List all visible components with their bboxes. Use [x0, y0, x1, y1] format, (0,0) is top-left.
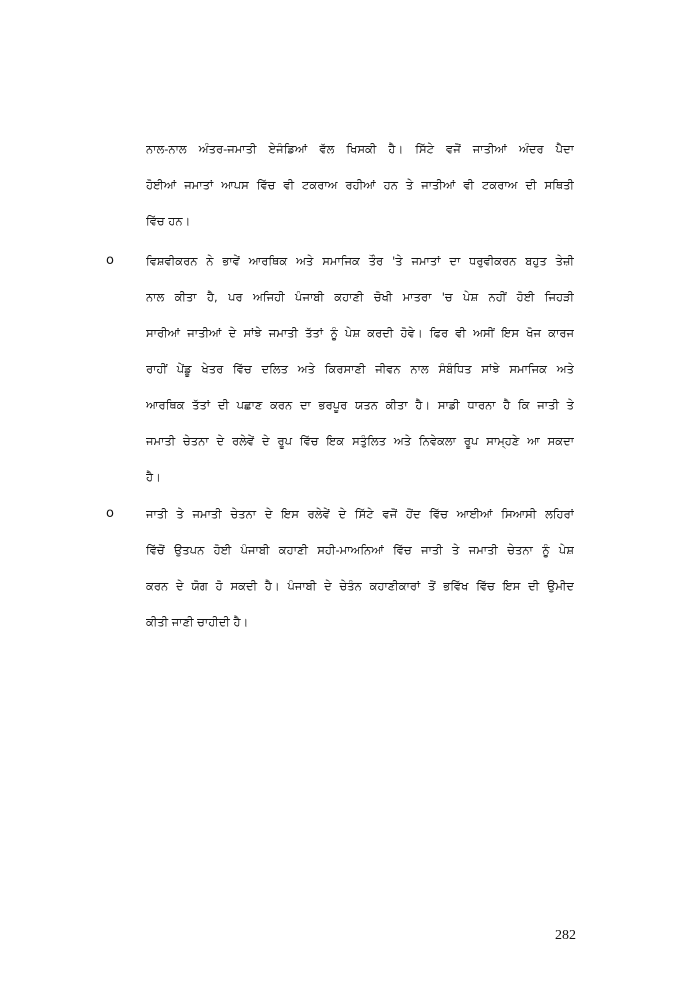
- text-line: ਸਾਰੀਆਂ ਜਾਤੀਆਂ ਦੇ ਸਾਂਝੇ ਜਮਾਤੀ ਤੱਤਾਂ ਨੂੰ ਪੇਸ਼ ਕਰਦੀ ਹੋਵੇ। ਫਿਰ ਵੀ ਅਸੀਂ ਇਸ ਖੋਜ ਕਾਰਜ: [146, 326, 574, 340]
- text-line: ਵਿਸ਼ਵੀਕਰਨ ਨੇ ਭਾਵੇਂ ਆਰਥਿਕ ਅਤੇ ਸਮਾਜਿਕ ਤੌਰ 'ਤੇ ਜਮਾਤਾਂ ਦਾ ਧਰੁਵੀਕਰਨ ਬਹੁਤ ਤੇਜ਼ੀ: [146, 254, 574, 268]
- text-line: ਕੀਤੀ ਜਾਣੀ ਚਾਹੀਦੀ ਹੈ।: [146, 615, 249, 629]
- page-number: 282: [555, 928, 576, 943]
- bullet-marker: o: [106, 253, 114, 268]
- text-line: ਹੈ।: [146, 470, 161, 484]
- text-line: ਵਿੱਚ ਹਨ।: [146, 214, 191, 228]
- text-line: ਆਰਥਿਕ ਤੱਤਾਂ ਦੀ ਪਛਾਣ ਕਰਨ ਦਾ ਭਰਪੂਰ ਯਤਨ ਕੀਤਾ ਹੈ। ਸਾਡੀ ਧਾਰਨਾ ਹੈ ਕਿ ਜਾਤੀ ਤੇ: [146, 398, 574, 412]
- text-line: ਵਿੱਚੋਂ ਉਤਪਨ ਹੋਈ ਪੰਜਾਬੀ ਕਹਾਣੀ ਸਹੀ-ਮਾਅਨਿਆਂ ਵਿੱਚ ਜਾਤੀ ਤੇ ਜਮਾਤੀ ਚੇਤਨਾ ਨੂੰ ਪੇਸ਼: [146, 543, 574, 557]
- bullet-paragraph: [146, 496, 574, 640]
- text-line: ਨਾਲ ਕੀਤਾ ਹੈ, ਪਰ ਅਜਿਹੀ ਪੰਜਾਬੀ ਕਹਾਣੀ ਚੋਖੀ ਮਾਤਰਾ 'ਚ ਪੇਸ਼ ਨਹੀਂ ਹੋਈ ਜਿਹੜੀ: [146, 290, 574, 304]
- text-line: ਜਾਤੀ ਤੇ ਜਮਾਤੀ ਚੇਤਨਾ ਦੇ ਇਸ ਰਲੇਵੇਂ ਦੇ ਸਿੱਟੇ ਵਜੋਂ ਹੋਂਦ ਵਿੱਚ ਆਈਆਂ ਸਿਆਸੀ ਲਹਿਰਾਂ: [146, 507, 574, 521]
- text-line: ਨਾਲ-ਨਾਲ ਅੰਤਰ-ਜਮਾਤੀ ਏਜੰਡਿਆਂ ਵੱਲ ਖਿਸਕੀ ਹੈ। ਸਿੱਟੇ ਵਜੋਂ ਜਾਤੀਆਂ ਅੰਦਰ ਪੈਦਾ: [146, 142, 574, 156]
- text-line: ਕਰਨ ਦੇ ਯੋਗ ਹੋ ਸਕਦੀ ਹੈ। ਪੰਜਾਬੀ ਦੇ ਚੇਤੰਨ ਕਹਾਣੀਕਾਰਾਂ ਤੋਂ ਭਵਿੱਖ ਵਿੱਚ ਇਸ ਦੀ ਉਮੀਦ: [146, 579, 574, 593]
- text-line: ਹੋਈਆਂ ਜਮਾਤਾਂ ਆਪਸ ਵਿੱਚ ਵੀ ਟਕਰਾਅ ਰਹੀਆਂ ਹਨ ਤੇ ਜਾਤੀਆਂ ਵੀ ਟਕਰਾਅ ਦੀ ਸਥਿਤੀ: [146, 178, 574, 192]
- paragraph-continuation: [146, 131, 574, 239]
- bullet-paragraph: [146, 243, 574, 495]
- text-line: ਜਮਾਤੀ ਚੇਤਨਾ ਦੇ ਰਲੇਵੇਂ ਦੇ ਰੂਪ ਵਿੱਚ ਇਕ ਸਤੁੰਲਿਤ ਅਤੇ ਨਿਵੇਕਲਾ ਰੂਪ ਸਾਮ੍ਹਣੇ ਆ ਸਕਦਾ: [146, 434, 574, 448]
- text-line: ਰਾਹੀਂ ਪੇਂਡੂ ਖੇਤਰ ਵਿੱਚ ਦਲਿਤ ਅਤੇ ਕਿਰਸਾਣੀ ਜੀਵਨ ਨਾਲ ਸੰਬੰਧਿਤ ਸਾਂਝੇ ਸਮਾਜਿਕ ਅਤੇ: [146, 362, 574, 376]
- bullet-marker: o: [106, 506, 114, 521]
